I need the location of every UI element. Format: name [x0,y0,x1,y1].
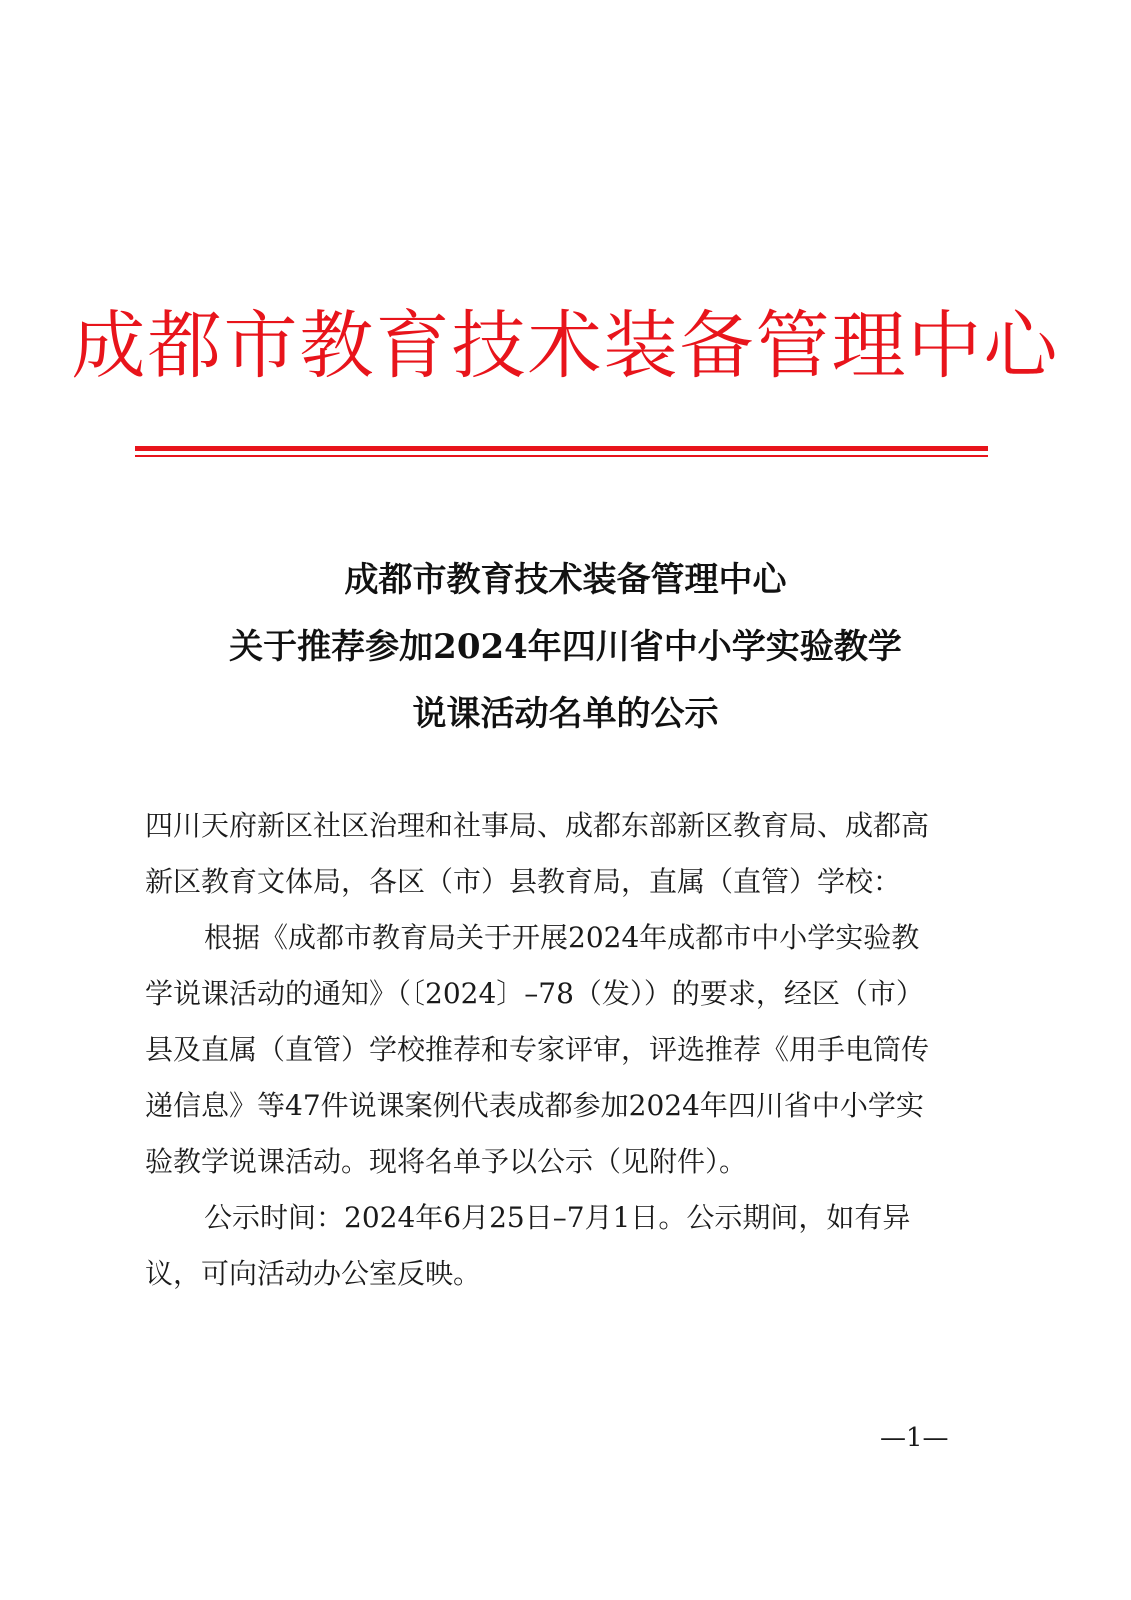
document-title-line-1: 成都市教育技术装备管理中心 [344,560,787,600]
paragraph-1-line-2: 学说课活动的通知》（〔2024〕–78（发））的要求，经区（市） [145,977,924,1010]
paragraph-1-line-4: 递信息》等47件说课案例代表成都参加2024年四川省中小学实 [145,1089,924,1122]
paragraph-1-line-1: 根据《成都市教育局关于开展2024年成都市中小学实验教 [204,921,920,954]
page-number: —1— [880,1423,949,1453]
paragraph-1-line-3: 县及直属（直管）学校推荐和专家评审，评选推荐《用手电筒传 [145,1033,930,1066]
document-title-line-3: 说课活动名单的公示 [412,694,719,734]
addressee-line-2: 新区教育文体局，各区（市）县教育局，直属（直管）学校： [145,865,902,898]
letterhead-red-rule-thick [135,446,988,451]
letterhead-org-name: 成都市教育技术装备管理中心 [71,303,1060,389]
paragraph-1-line-5: 验教学说课活动。现将名单予以公示（见附件）。 [145,1145,748,1178]
paragraph-2-line-1: 公示时间：2024年6月25日–7月1日。公示期间，如有异 [204,1201,911,1234]
document-title-line-2: 关于推荐参加2024年四川省中小学实验教学 [229,627,902,667]
letterhead-red-rule-thin [135,455,988,457]
addressee-line-1: 四川天府新区社区治理和社事局、成都东部新区教育局、成都高 [145,809,930,842]
paragraph-2-line-2: 议，可向活动办公室反映。 [145,1257,482,1290]
